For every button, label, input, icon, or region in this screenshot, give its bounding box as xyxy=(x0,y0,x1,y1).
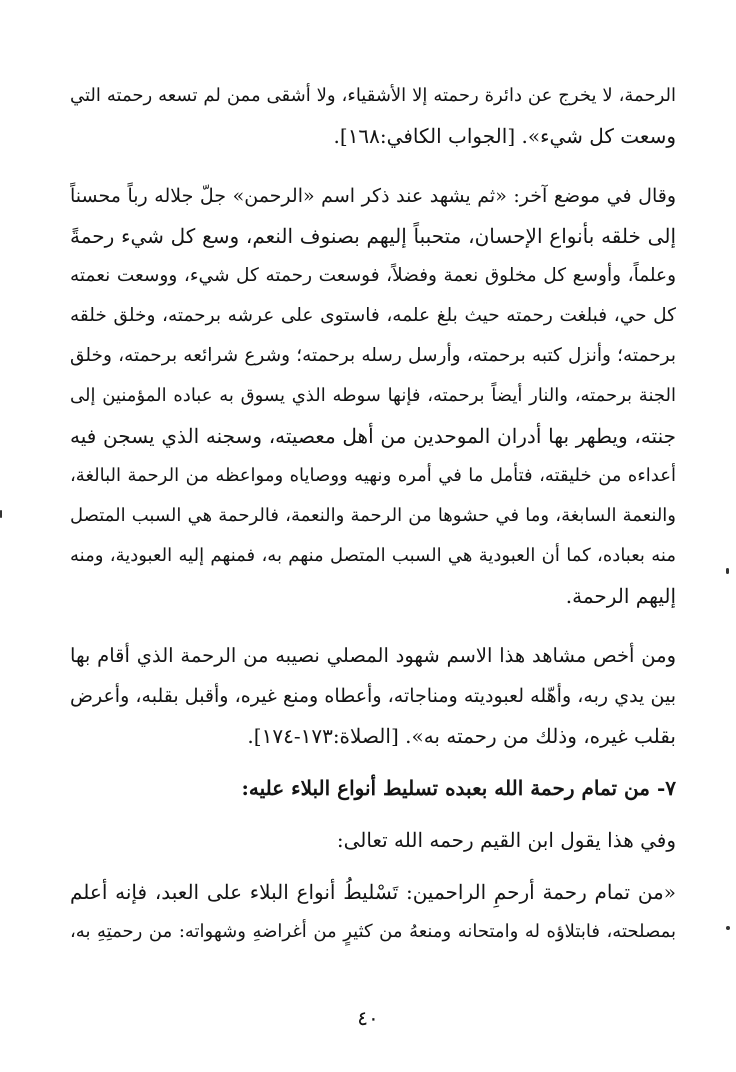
page-body xyxy=(70,76,676,952)
text-line: الجنة برحمته، والنار أيضاً برحمته، فإنها سوطه الذي يسوق به عباده المؤمنين إلى xyxy=(70,385,676,406)
text-line: الرحمة، لا يخرج عن دائرة رحمته إلا الأشقياء، ولا أشقى ممن لم تسعه رحمته التي xyxy=(70,85,676,106)
text-line: والنعمة السابغة، وما في حشوها من الرحمة والنعمة، فالرحمة هي السبب المتصل xyxy=(70,505,676,526)
paragraph-3 xyxy=(70,636,676,756)
quote-paragraph xyxy=(70,872,676,952)
text-line: وقال في موضع آخر: «ثم يشهد عند ذكر اسم «الرحمن» جلّ جلاله رباً محسناً xyxy=(70,185,676,207)
intro-line: وفي هذا يقول ابن القيم رحمه الله تعالى: xyxy=(336,828,676,852)
text-line: أعداءه من خليقته، فتأمل ما في أمره ونهيه ووصاياه ومواعظه من الرحمة البالغة، xyxy=(70,465,676,486)
paragraph-2 xyxy=(70,176,676,616)
text-line: وسعت كل شيء». [الجواب الكافي:١٦٨]. xyxy=(333,124,676,148)
section-heading: ٧- من تمام رحمة الله بعبده تسليط أنواع البلاء عليه: xyxy=(241,776,676,800)
text-line: «من تمام رحمة أرحمِ الراحمين: تَسْليطُ أنواع البلاء على العبد، فإنه أعلم xyxy=(70,880,676,904)
paragraph-1 xyxy=(70,76,676,156)
text-line: بمصلحته، فابتلاؤه له وامتحانه ومنعهُ من كثيرٍ من أغراضهِ وشهواته: من رحمتِهِ به، xyxy=(70,921,676,942)
text-line: جنته، ويطهر بها أدران الموحدين من أهل معصيته، وسجنه الذي يسجن فيه xyxy=(70,424,676,448)
text-line: وعلماً، وأوسع كل مخلوق نعمة وفضلاً، فوسعت رحمته كل شيء، ووسعت نعمته xyxy=(70,265,676,286)
scan-edge-mark xyxy=(726,568,729,574)
text-line: منه بعباده، كما أن العبودية هي السبب المتصل منهم به، فمنهم إليه العبودية، ومنه xyxy=(70,545,676,566)
page-number: ٤٠ xyxy=(357,1006,379,1030)
text-line: إليهم الرحمة. xyxy=(565,584,676,608)
text-line: كل حي، فبلغت رحمته حيث بلغ علمه، فاستوى على عرشه برحمته، وخلق خلقه xyxy=(70,305,676,326)
text-line: ومن أخص مشاهد هذا الاسم شهود المصلي نصيبه من الرحمة الذي أقام بها xyxy=(70,644,676,667)
text-line: بين يدي ربه، وأهّله لعبوديته ومناجاته، وأعطاه ومنع غيره، وأقبل بقلبه، وأعرض xyxy=(70,685,676,707)
text-line: إلى خلقه بأنواع الإحسان، متحبباً إليهم بصنوف النعم، وسع كل شيء رحمةً xyxy=(70,224,676,248)
text-line: برحمته؛ وأنزل كتبه برحمته، وأرسل رسله برحمته؛ وشرع شرائعه برحمته، وخلق xyxy=(70,345,676,366)
text-line: بقلب غيره، وذلك من رحمته به». [الصلاة:١٧٣-١٧٤]. xyxy=(247,724,676,748)
scan-edge-mark xyxy=(726,926,730,930)
scan-edge-mark xyxy=(0,510,2,518)
